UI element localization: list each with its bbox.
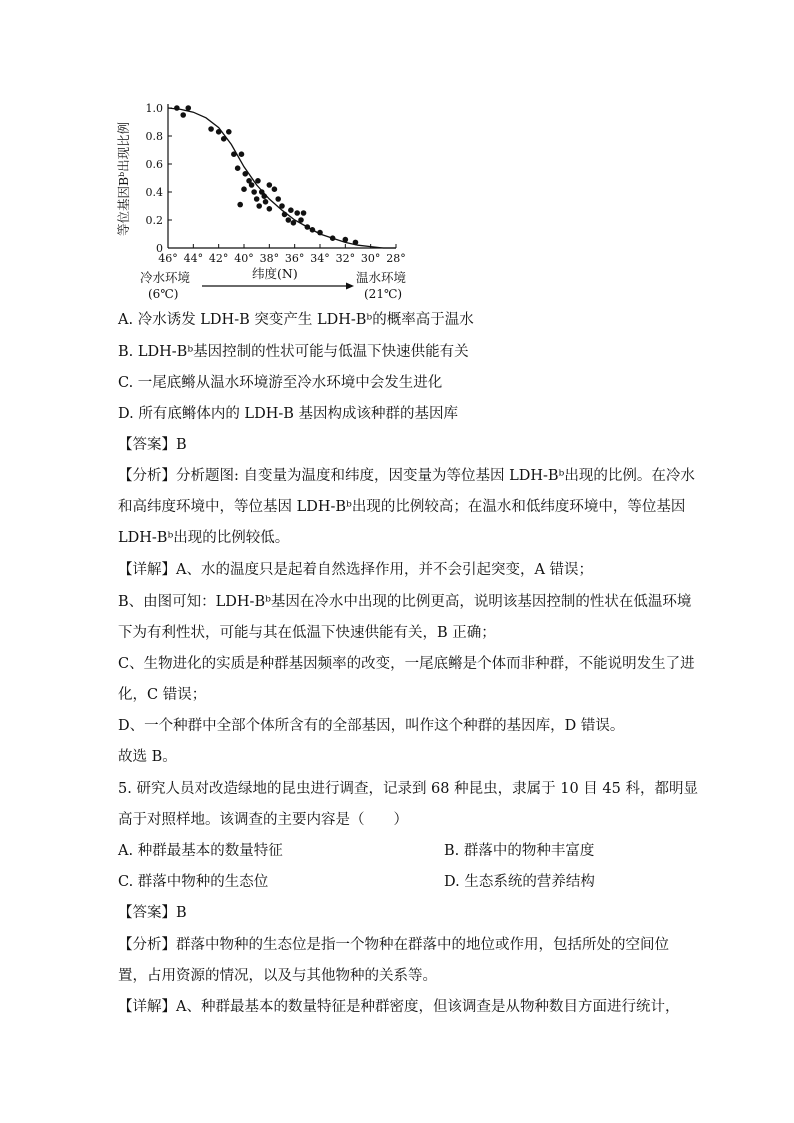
analysis-1-line-1: 【分析】分析题图: 自变量为温度和纬度，因变量为等位基因 LDH-Bᵇ出现的比例。在冷水 bbox=[118, 468, 695, 484]
question-5-line-1: 5. 研究人员对改造绿地的昆虫进行调查，记录到 68 种昆虫，隶属于 10 目 45 科，都明显 bbox=[118, 781, 698, 797]
x-tick-label: 36° bbox=[284, 252, 305, 265]
y-axis-label: 等位基因Bᵇ出现比例 bbox=[116, 121, 131, 236]
data-point bbox=[301, 210, 307, 216]
data-point bbox=[343, 237, 349, 243]
data-point bbox=[208, 126, 214, 132]
data-point bbox=[294, 210, 300, 216]
x-tick-label: 40° bbox=[234, 252, 254, 265]
data-point bbox=[282, 212, 288, 218]
y-tick-label: 0.2 bbox=[145, 214, 163, 227]
detail-1-line-5: 化，C 错误； bbox=[118, 687, 207, 703]
data-point bbox=[317, 230, 323, 236]
cold-water-label: 冷水环境 bbox=[140, 270, 191, 285]
data-point bbox=[216, 129, 222, 135]
detail-1-line-3: 下为有利性状，可能与其在低温下快速供能有关，B 正确； bbox=[118, 625, 496, 641]
analysis-2-line-1: 【分析】群落中物种的生态位是指一个物种在群落中的地位或作用，包括所处的空间位 bbox=[118, 937, 669, 953]
analysis-1-line-3: LDH-Bᵇ出现的比例较低。 bbox=[118, 530, 290, 546]
option-d: D. 所有底鳉体内的 LDH-B 基因构成该种群的基因库 bbox=[118, 406, 458, 422]
data-point bbox=[256, 203, 262, 209]
analysis-1-line-2: 和高纬度环境中，等位基因 LDH-Bᵇ出现的比例较高；在温水和低纬度环境中，等位基因 bbox=[118, 499, 686, 515]
data-point bbox=[239, 151, 245, 157]
y-tick-label: 0.8 bbox=[145, 130, 163, 143]
data-point bbox=[231, 151, 237, 157]
data-point bbox=[330, 235, 336, 241]
x-tick-label: 34° bbox=[310, 252, 330, 265]
data-point bbox=[291, 220, 297, 226]
data-point bbox=[174, 105, 180, 111]
data-point bbox=[279, 203, 285, 209]
x-tick-label: 28° bbox=[386, 252, 406, 265]
x-tick-label: 44° bbox=[183, 252, 204, 265]
detail-2-line-1: 【详解】A、种群最基本的数量特征是种群密度，但该调查是从物种数目方面进行统计， bbox=[118, 999, 680, 1015]
warm-water-label: 温水环境 bbox=[356, 270, 407, 285]
q5-option-d: D. 生态系统的营养结构 bbox=[444, 874, 595, 890]
data-point bbox=[237, 202, 243, 208]
data-point bbox=[254, 196, 260, 202]
option-b: B. LDH-Bᵇ基因控制的性状可能与低温下快速供能有关 bbox=[118, 344, 469, 360]
answer-1: 【答案】B bbox=[118, 437, 187, 453]
detail-1-line-4: C、生物进化的实质是种群基因频率的改变，一尾底鳉是个体而非种群，不能说明发生了进 bbox=[118, 656, 695, 672]
data-point bbox=[180, 112, 186, 118]
warm-water-temp: (21℃) bbox=[364, 287, 403, 301]
detail-1-line-2: B、由图可知：LDH-Bᵇ基因在冷水中出现的比例更高，说明该基因控制的性状在低温环境 bbox=[118, 594, 692, 610]
data-point bbox=[267, 206, 273, 212]
data-point bbox=[272, 186, 278, 192]
y-tick-label: 0 bbox=[156, 242, 163, 255]
option-a: A. 冷水诱发 LDH-B 突变产生 LDH-Bᵇ的概率高于温水 bbox=[118, 312, 474, 328]
data-point bbox=[221, 136, 227, 142]
data-point bbox=[261, 193, 267, 199]
gradient-arrow-head bbox=[346, 283, 354, 290]
data-point bbox=[249, 182, 255, 188]
x-tick-label: 42° bbox=[208, 252, 229, 265]
data-point bbox=[275, 196, 281, 202]
data-point bbox=[305, 224, 311, 230]
cold-water-temp: (6℃) bbox=[148, 287, 179, 301]
question-5-line-2: 高于对照样地。该调查的主要内容是（ ） bbox=[118, 812, 408, 828]
answer-2: 【答案】B bbox=[118, 905, 187, 921]
x-tick-label: 30° bbox=[360, 252, 381, 265]
analysis-2-line-2: 置，占用资源的情况，以及与其他物种的关系等。 bbox=[118, 968, 437, 984]
data-point bbox=[353, 240, 359, 246]
scatter-chart bbox=[112, 96, 412, 306]
data-point bbox=[226, 129, 232, 135]
data-point bbox=[263, 199, 269, 205]
data-point bbox=[298, 217, 304, 223]
option-c: C. 一尾底鳉从温水环境游至冷水环境中会发生进化 bbox=[118, 375, 443, 391]
data-point bbox=[235, 165, 241, 171]
x-axis-label: 纬度(N) bbox=[252, 266, 298, 281]
data-point bbox=[242, 171, 248, 177]
x-tick-label: 32° bbox=[335, 252, 356, 265]
data-point bbox=[288, 207, 294, 213]
y-tick-label: 1.0 bbox=[145, 102, 163, 115]
x-tick-label: 46° bbox=[158, 252, 178, 265]
detail-1-line-6: D、一个种群中全部个体所含有的全部基因，叫作这个种群的基因库，D 错误。 bbox=[118, 718, 625, 734]
detail-1-line-7: 故选 B。 bbox=[118, 749, 177, 765]
data-point bbox=[267, 182, 273, 188]
q5-option-c: C. 群落中物种的生态位 bbox=[118, 874, 269, 890]
y-tick-label: 0.6 bbox=[145, 158, 163, 171]
data-point bbox=[251, 189, 257, 195]
data-point bbox=[286, 217, 292, 223]
y-tick-label: 0.4 bbox=[145, 186, 163, 199]
q5-option-b: B. 群落中的物种丰富度 bbox=[444, 843, 595, 859]
detail-1-line-1: 【详解】A、水的温度只是起着自然选择作用，并不会引起突变，A 错误； bbox=[118, 562, 594, 578]
fitted-curve bbox=[168, 108, 396, 248]
x-tick-label: 38° bbox=[259, 252, 280, 265]
q5-option-a: A. 种群最基本的数量特征 bbox=[118, 843, 283, 859]
data-point bbox=[241, 186, 247, 192]
data-point bbox=[310, 227, 316, 233]
data-point bbox=[185, 105, 191, 111]
data-point bbox=[255, 178, 261, 184]
